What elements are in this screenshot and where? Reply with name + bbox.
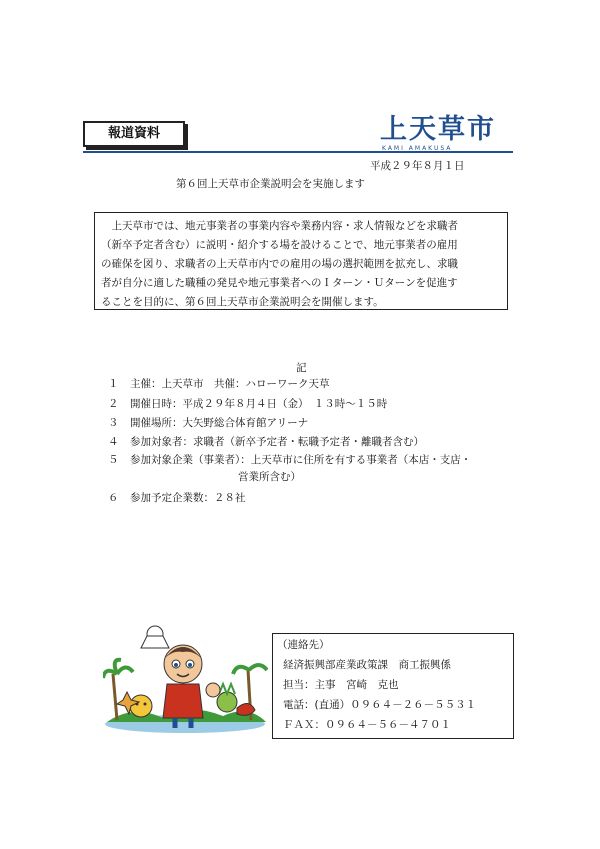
contact-department: 経済振興部産業政策課 商工振興係 [283,659,451,671]
mascot-illustration [103,622,268,734]
intro-line: （新卒予定者含む）に説明・紹介する場を設けることで、地元事業者の雇用 [101,239,458,251]
item-text: 営業所含む） [238,471,301,483]
intro-line: の確保を図り、求職者の上天草市内での雇用の場の選択範囲を拡充し、求職 [101,258,458,270]
press-release-label: 報道資料 [83,121,185,147]
intro-box [94,212,508,310]
item-text: 参加対象企業（事業者）：上天草市に住所を有する事業者（本店・支店・ [130,454,472,466]
contact-person: 担当：主事 宮崎 克也 [283,679,399,691]
intro-line: 上天草市では、地元事業者の事業内容や業務内容・求人情報などを求職者 [101,220,458,232]
document-title: 第６回上天草市企業説明会を実施します [176,178,365,190]
contact-box [272,633,514,739]
item-text: 主催：上天草市 共催：ハローワーク天草 [130,378,330,390]
item-number: １ [108,378,119,390]
item-number: ２ [108,398,119,410]
item-number: ３ [108,417,119,429]
intro-line: 者が自分に適した職種の発見や地元事業者へのＩターン・Ｕターンを促進す [101,277,458,289]
item-text: 参加予定企業数：２８社 [130,492,246,504]
item-text: 開催日時：平成２９年８月４日（金） １３時～１５時 [130,398,388,410]
item-number: ６ [108,492,119,504]
item-number: ５ [108,454,119,466]
logo-subtext: KAMI AMAKUSA [382,145,453,152]
contact-fax: ＦＡＸ：０９６４－５６－４７０１ [283,719,451,731]
header-divider [83,151,513,153]
intro-line: ることを目的に、第６回上天草市企業説明会を開催します。 [101,296,384,308]
item-number: ４ [108,436,119,448]
item-text: 参加対象者：求職者（新卒予定者・転職予定者・離職者含む） [130,436,424,448]
contact-phone: 電話：(直通）０９６４－２６－５５３１ [283,699,477,711]
contact-heading: （連絡先） [277,639,330,651]
ki-heading: 記 [296,362,307,374]
item-text: 開催場所：大矢野総合体育館アリーナ [130,417,309,429]
city-logo [380,115,510,155]
logo-text: 上天草市 [380,114,496,145]
release-date: 平成２９年８月１日 [370,160,465,172]
